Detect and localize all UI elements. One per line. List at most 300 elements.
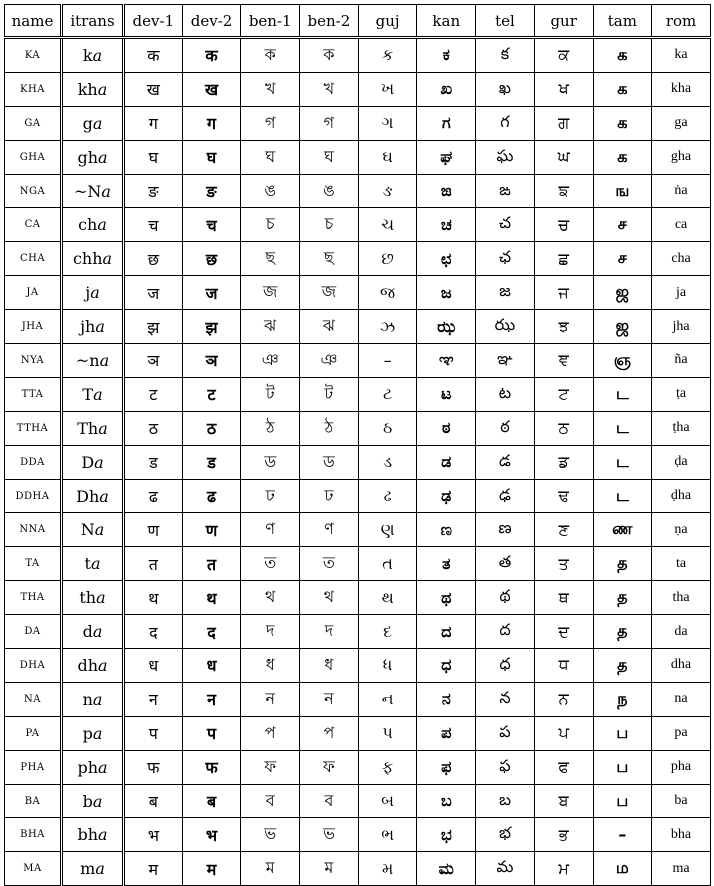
- cell-ben-1: ভ: [241, 818, 300, 852]
- cell-dev-1: थ: [124, 581, 183, 615]
- cell-tel: ద: [476, 615, 535, 649]
- itrans-consonant: chh: [72, 249, 103, 269]
- cell-guj: ખ: [358, 72, 417, 106]
- cell-ben-2: ভ: [300, 818, 359, 852]
- cell-rom: ṭha: [652, 411, 711, 445]
- cell-tam: த: [593, 649, 652, 683]
- cell-rom: ḍa: [652, 445, 711, 479]
- cell-name: PA: [5, 716, 62, 750]
- itrans-vowel: a: [92, 791, 103, 811]
- cell-ben-2: ড: [300, 445, 359, 479]
- cell-name: TTHA: [5, 411, 62, 445]
- cell-itrans: [62, 38, 124, 73]
- cell-dev-1: भ: [124, 818, 183, 852]
- cell-dev-1: ड: [124, 445, 183, 479]
- cell-ben-2: ছ: [300, 242, 359, 276]
- cell-dev-2: द: [182, 615, 241, 649]
- itrans-vowel: a: [90, 283, 100, 303]
- itrans-vowel: a: [92, 45, 103, 65]
- itrans-consonant: jh: [80, 317, 96, 337]
- table-row: [5, 818, 711, 852]
- cell-kan: ಟ: [417, 377, 476, 411]
- cell-dev-2: ञ: [182, 344, 241, 378]
- cell-ben-1: ড: [241, 445, 300, 479]
- cell-name: KA: [5, 38, 62, 73]
- cell-dev-2: भ: [182, 818, 241, 852]
- cell-dev-1: ग: [124, 106, 183, 140]
- cell-dev-2: घ: [182, 140, 241, 174]
- cell-guj: ત: [358, 547, 417, 581]
- cell-guj: ક: [358, 38, 417, 73]
- cell-name: CA: [5, 208, 62, 242]
- cell-name: THA: [5, 581, 62, 615]
- cell-guj: ઢ: [358, 479, 417, 513]
- cell-name: DA: [5, 615, 62, 649]
- cell-rom: ḍha: [652, 479, 711, 513]
- cell-tam: ட: [593, 411, 652, 445]
- cell-itrans: [62, 615, 124, 649]
- cell-ben-2: ফ: [300, 750, 359, 784]
- cell-dev-1: ध: [124, 649, 183, 683]
- cell-dev-1: द: [124, 615, 183, 649]
- itrans-vowel: a: [99, 486, 109, 506]
- itrans-vowel: a: [97, 215, 107, 235]
- cell-gur: ਞ: [534, 344, 593, 378]
- cell-ben-1: ধ: [241, 649, 300, 683]
- cell-dev-2: थ: [182, 581, 241, 615]
- cell-itrans: [62, 513, 124, 547]
- cell-kan: ಝ: [417, 310, 476, 344]
- cell-rom: dha: [652, 649, 711, 683]
- cell-dev-1: घ: [124, 140, 183, 174]
- cell-ben-2: ঠ: [300, 411, 359, 445]
- cell-guj: દ: [358, 615, 417, 649]
- cell-gur: ਡ: [534, 445, 593, 479]
- cell-kan: ಭ: [417, 818, 476, 852]
- cell-name: DHA: [5, 649, 62, 683]
- cell-kan: ಗ: [417, 106, 476, 140]
- cell-ben-1: ঝ: [241, 310, 300, 344]
- cell-ben-2: খ: [300, 72, 359, 106]
- header-tam: tam: [593, 5, 652, 38]
- cell-ben-1: থ: [241, 581, 300, 615]
- header-guj: guj: [358, 5, 417, 38]
- cell-gur: ਧ: [534, 649, 593, 683]
- cell-tam: ந: [593, 682, 652, 716]
- cell-itrans: [62, 106, 124, 140]
- itrans-vowel: a: [97, 79, 108, 99]
- cell-dev-1: ब: [124, 784, 183, 818]
- cell-itrans: [62, 784, 124, 818]
- cell-itrans: [62, 344, 124, 378]
- cell-tam: த: [593, 581, 652, 615]
- cell-rom: ña: [652, 344, 711, 378]
- cell-ben-1: ট: [241, 377, 300, 411]
- itrans-vowel: a: [92, 689, 103, 709]
- itrans-consonant: g: [82, 113, 93, 133]
- cell-rom: gha: [652, 140, 711, 174]
- cell-tel: క: [476, 38, 535, 73]
- cell-rom: jha: [652, 310, 711, 344]
- cell-ben-1: ছ: [241, 242, 300, 276]
- cell-name: MA: [5, 852, 62, 886]
- cell-guj: બ: [358, 784, 417, 818]
- cell-ben-2: জ: [300, 276, 359, 310]
- table-row: [5, 581, 711, 615]
- cell-ben-2: গ: [300, 106, 359, 140]
- table-row: [5, 479, 711, 513]
- cell-itrans: [62, 377, 124, 411]
- cell-name: KHA: [5, 72, 62, 106]
- cell-tel: ట: [476, 377, 535, 411]
- cell-dev-2: म: [182, 852, 241, 886]
- cell-gur: ਣ: [534, 513, 593, 547]
- table-row: [5, 174, 711, 208]
- itrans-vowel: a: [95, 317, 105, 337]
- cell-ben-1: দ: [241, 615, 300, 649]
- itrans-consonant: n: [82, 689, 93, 709]
- itrans-vowel: a: [99, 350, 110, 370]
- cell-tam: ச: [593, 208, 652, 242]
- itrans-consonant: N: [80, 520, 95, 540]
- itrans-consonant: dh: [77, 655, 98, 675]
- cell-dev-1: ङ: [124, 174, 183, 208]
- table-row: [5, 276, 711, 310]
- cell-tel: న: [476, 682, 535, 716]
- cell-name: GA: [5, 106, 62, 140]
- cell-tam: ஜ: [593, 276, 652, 310]
- table-body: [5, 38, 711, 886]
- cell-dev-1: ख: [124, 72, 183, 106]
- itrans-consonant: k: [82, 45, 93, 65]
- cell-rom: cha: [652, 242, 711, 276]
- header-gur: gur: [534, 5, 593, 38]
- itrans-consonant: kh: [77, 79, 98, 99]
- cell-dev-1: च: [124, 208, 183, 242]
- cell-ben-2: ঞ: [300, 344, 359, 378]
- cell-tam: ட: [593, 445, 652, 479]
- cell-dev-1: ढ: [124, 479, 183, 513]
- cell-ben-2: ক: [300, 38, 359, 73]
- cell-tel: ఞ: [476, 344, 535, 378]
- cell-dev-2: ख: [182, 72, 241, 106]
- cell-itrans: [62, 445, 124, 479]
- cell-gur: ਚ: [534, 208, 593, 242]
- cell-ben-2: থ: [300, 581, 359, 615]
- cell-dev-2: ब: [182, 784, 241, 818]
- cell-ben-1: ঞ: [241, 344, 300, 378]
- cell-name: DDA: [5, 445, 62, 479]
- cell-itrans: [62, 581, 124, 615]
- cell-dev-2: ग: [182, 106, 241, 140]
- cell-tel: బ: [476, 784, 535, 818]
- cell-tel: మ: [476, 852, 535, 886]
- cell-tam: க: [593, 72, 652, 106]
- header-rom: rom: [652, 5, 711, 38]
- cell-rom: da: [652, 615, 711, 649]
- cell-rom: pa: [652, 716, 711, 750]
- cell-guj: ન: [358, 682, 417, 716]
- cell-kan: ಮ: [417, 852, 476, 886]
- cell-tam: ங: [593, 174, 652, 208]
- cell-ben-1: ঙ: [241, 174, 300, 208]
- cell-dev-2: न: [182, 682, 241, 716]
- cell-itrans: [62, 682, 124, 716]
- cell-dev-1: ण: [124, 513, 183, 547]
- cell-tel: ఛ: [476, 242, 535, 276]
- cell-ben-1: ঘ: [241, 140, 300, 174]
- cell-kan: ಡ: [417, 445, 476, 479]
- cell-name: DDHA: [5, 479, 62, 513]
- cell-rom: kha: [652, 72, 711, 106]
- itrans-consonant: Dh: [76, 486, 100, 506]
- cell-tel: ఘ: [476, 140, 535, 174]
- cell-tel: డ: [476, 445, 535, 479]
- cell-guj: થ: [358, 581, 417, 615]
- cell-name: NGA: [5, 174, 62, 208]
- itrans-vowel: a: [98, 757, 108, 777]
- cell-tam: ச: [593, 242, 652, 276]
- consonant-transliteration-table: [4, 4, 711, 886]
- cell-gur: ਙ: [534, 174, 593, 208]
- cell-kan: ನ: [417, 682, 476, 716]
- cell-tel: చ: [476, 208, 535, 242]
- cell-rom: ca: [652, 208, 711, 242]
- cell-guj: ભ: [358, 818, 417, 852]
- cell-itrans: [62, 852, 124, 886]
- cell-guj: ફ: [358, 750, 417, 784]
- itrans-consonant: j: [85, 283, 91, 303]
- cell-gur: ਤ: [534, 547, 593, 581]
- cell-rom: ga: [652, 106, 711, 140]
- cell-name: GHA: [5, 140, 62, 174]
- itrans-consonant: T: [82, 384, 94, 404]
- cell-rom: ba: [652, 784, 711, 818]
- cell-dev-1: क: [124, 38, 183, 73]
- cell-tel: ధ: [476, 649, 535, 683]
- cell-guj: ઠ: [358, 411, 417, 445]
- cell-itrans: [62, 818, 124, 852]
- table-row: [5, 411, 711, 445]
- cell-ben-1: ম: [241, 852, 300, 886]
- cell-tel: గ: [476, 106, 535, 140]
- itrans-vowel: a: [98, 418, 108, 438]
- cell-ben-1: ক: [241, 38, 300, 73]
- cell-kan: ಚ: [417, 208, 476, 242]
- cell-tel: ఝ: [476, 310, 535, 344]
- cell-tam: ண: [593, 513, 652, 547]
- cell-kan: ಘ: [417, 140, 476, 174]
- cell-gur: ਘ: [534, 140, 593, 174]
- cell-rom: ṇa: [652, 513, 711, 547]
- cell-itrans: [62, 72, 124, 106]
- cell-ben-1: জ: [241, 276, 300, 310]
- cell-dev-2: झ: [182, 310, 241, 344]
- cell-dev-1: ट: [124, 377, 183, 411]
- cell-tam: –: [593, 818, 652, 852]
- itrans-consonant: m: [80, 859, 96, 879]
- cell-dev-2: च: [182, 208, 241, 242]
- itrans-consonant: ch: [78, 215, 98, 235]
- cell-ben-2: ঙ: [300, 174, 359, 208]
- table-row: [5, 344, 711, 378]
- table-row: [5, 106, 711, 140]
- cell-dev-1: झ: [124, 310, 183, 344]
- cell-name: BA: [5, 784, 62, 818]
- itrans-vowel: a: [98, 825, 108, 845]
- cell-guj: જ: [358, 276, 417, 310]
- cell-ben-1: ত: [241, 547, 300, 581]
- itrans-vowel: a: [102, 249, 113, 269]
- cell-name: NA: [5, 682, 62, 716]
- cell-gur: ਭ: [534, 818, 593, 852]
- cell-gur: ਫ: [534, 750, 593, 784]
- cell-dev-2: प: [182, 716, 241, 750]
- cell-guj: ટ: [358, 377, 417, 411]
- cell-tel: ఙ: [476, 174, 535, 208]
- cell-guj: ણ: [358, 513, 417, 547]
- cell-kan: ಥ: [417, 581, 476, 615]
- table-row: [5, 716, 711, 750]
- cell-ben-1: ন: [241, 682, 300, 716]
- cell-gur: ਠ: [534, 411, 593, 445]
- cell-dev-2: ठ: [182, 411, 241, 445]
- cell-name: BHA: [5, 818, 62, 852]
- cell-ben-1: ণ: [241, 513, 300, 547]
- cell-rom: na: [652, 682, 711, 716]
- itrans-consonant: t: [84, 554, 91, 574]
- table-row: [5, 38, 711, 73]
- cell-ben-1: ঠ: [241, 411, 300, 445]
- cell-kan: ಙ: [417, 174, 476, 208]
- cell-kan: ಠ: [417, 411, 476, 445]
- cell-kan: ಞ: [417, 344, 476, 378]
- table-row: [5, 140, 711, 174]
- cell-kan: ಛ: [417, 242, 476, 276]
- cell-tel: ణ: [476, 513, 535, 547]
- cell-dev-1: म: [124, 852, 183, 886]
- cell-kan: ಜ: [417, 276, 476, 310]
- cell-tel: త: [476, 547, 535, 581]
- cell-dev-2: छ: [182, 242, 241, 276]
- cell-dev-2: फ: [182, 750, 241, 784]
- cell-rom: ja: [652, 276, 711, 310]
- cell-guj: ધ: [358, 649, 417, 683]
- cell-tam: க: [593, 140, 652, 174]
- cell-name: TTA: [5, 377, 62, 411]
- cell-ben-2: দ: [300, 615, 359, 649]
- cell-tam: ட: [593, 479, 652, 513]
- cell-ben-2: চ: [300, 208, 359, 242]
- cell-ben-1: চ: [241, 208, 300, 242]
- cell-tam: ட: [593, 377, 652, 411]
- itrans-consonant: th: [79, 588, 97, 608]
- cell-tam: க: [593, 106, 652, 140]
- cell-guj: છ: [358, 242, 417, 276]
- cell-kan: ಕ: [417, 38, 476, 73]
- itrans-consonant: ~n: [75, 350, 100, 370]
- cell-itrans: [62, 716, 124, 750]
- cell-gur: ਟ: [534, 377, 593, 411]
- cell-itrans: [62, 547, 124, 581]
- cell-dev-1: ठ: [124, 411, 183, 445]
- itrans-consonant: d: [82, 622, 93, 642]
- itrans-vowel: a: [98, 147, 108, 167]
- cell-dev-2: ण: [182, 513, 241, 547]
- cell-kan: ಖ: [417, 72, 476, 106]
- header-dev-2: dev-2: [182, 5, 241, 38]
- cell-guj: ચ: [358, 208, 417, 242]
- cell-rom: ma: [652, 852, 711, 886]
- cell-tam: ப: [593, 750, 652, 784]
- cell-name: JHA: [5, 310, 62, 344]
- itrans-vowel: a: [96, 588, 106, 608]
- table-row: [5, 242, 711, 276]
- cell-tam: ஜ: [593, 310, 652, 344]
- cell-ben-2: ঘ: [300, 140, 359, 174]
- cell-itrans: [62, 479, 124, 513]
- cell-gur: ਮ: [534, 852, 593, 886]
- cell-tel: థ: [476, 581, 535, 615]
- cell-itrans: [62, 411, 124, 445]
- cell-dev-2: ड: [182, 445, 241, 479]
- cell-kan: ಬ: [417, 784, 476, 818]
- table-row: [5, 682, 711, 716]
- cell-itrans: [62, 750, 124, 784]
- cell-tel: జ: [476, 276, 535, 310]
- itrans-vowel: a: [101, 181, 111, 201]
- cell-dev-1: त: [124, 547, 183, 581]
- itrans-consonant: bh: [77, 825, 98, 845]
- cell-gur: ਬ: [534, 784, 593, 818]
- cell-itrans: [62, 310, 124, 344]
- cell-tel: ఠ: [476, 411, 535, 445]
- cell-ben-2: ম: [300, 852, 359, 886]
- cell-tam: த: [593, 547, 652, 581]
- header-ben-1: ben-1: [241, 5, 300, 38]
- cell-tam: ஞ: [593, 344, 652, 378]
- cell-tam: க: [593, 38, 652, 73]
- cell-ben-1: ঢ: [241, 479, 300, 513]
- cell-guj: પ: [358, 716, 417, 750]
- cell-itrans: [62, 276, 124, 310]
- cell-gur: ਨ: [534, 682, 593, 716]
- cell-itrans: [62, 140, 124, 174]
- cell-kan: ಫ: [417, 750, 476, 784]
- cell-rom: ṭa: [652, 377, 711, 411]
- itrans-consonant: b: [82, 791, 93, 811]
- cell-dev-2: ङ: [182, 174, 241, 208]
- consonant-table-container: [4, 4, 710, 879]
- itrans-vowel: a: [92, 622, 103, 642]
- cell-tam: ப: [593, 784, 652, 818]
- itrans-vowel: a: [95, 859, 105, 879]
- table-row: [5, 615, 711, 649]
- cell-kan: ಧ: [417, 649, 476, 683]
- cell-guj: ઝ: [358, 310, 417, 344]
- table-row: [5, 547, 711, 581]
- cell-tam: த: [593, 615, 652, 649]
- cell-guj: ઘ: [358, 140, 417, 174]
- cell-name: CHA: [5, 242, 62, 276]
- cell-tel: ఢ: [476, 479, 535, 513]
- table-row: [5, 649, 711, 683]
- itrans-vowel: a: [92, 113, 103, 133]
- cell-kan: ತ: [417, 547, 476, 581]
- cell-kan: ದ: [417, 615, 476, 649]
- header-tel: tel: [476, 5, 535, 38]
- cell-dev-2: त: [182, 547, 241, 581]
